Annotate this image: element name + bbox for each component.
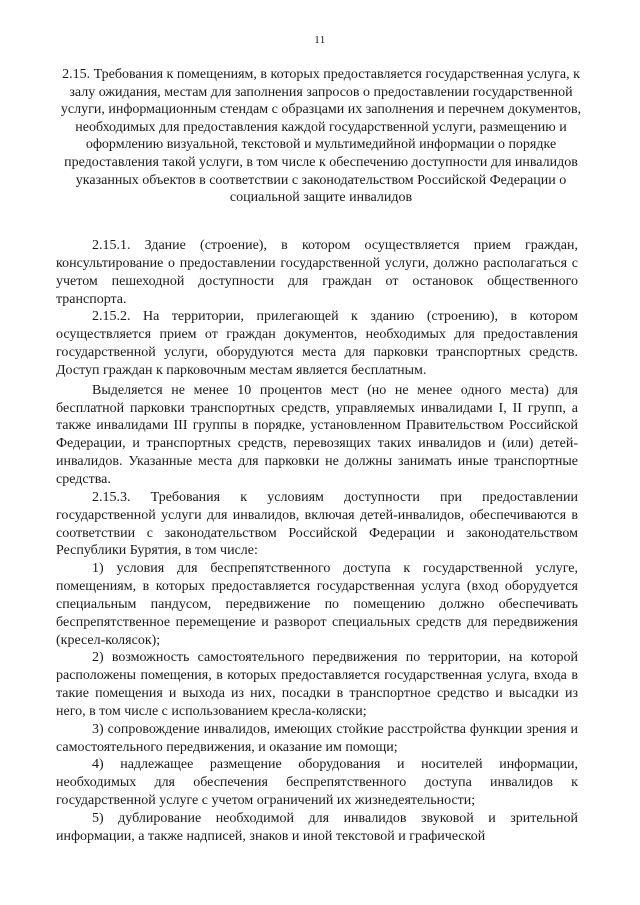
list-item-2: 2) возможность самостоятельного передвижения по территории, на которой расположены помещения, в которых предоставляется государственная услуга, входа в такие помещения и выхода из них, посадки в транспортное средство и высадки из него, в том числе с использованием кресла-коляски; (56, 650, 578, 719)
paragraph-2-15-2: 2.15.2. На территории, прилегающей к зданию (строению), в котором осуществляется прием от граждан документов, необходимых для предоставления государственной услуги, оборудуются места для парковки транспортных средств. Доступ граждан к парковочным местам является бесплатным. (56, 309, 578, 378)
paragraph-2-15-3: 2.15.3. Требования к условиям доступности при предоставлении государственной услуги для инвалидов, включая детей-инвалидов, обеспечиваются в соответствии с законодательством Российской Федерации и законодательством Республики Бурятия, в том числе: (56, 489, 578, 559)
list-item-3: 3) сопровождение инвалидов, имеющих стойкие расстройства функции зрения и самостоятельного передвижения, и оказание им помощи; (56, 721, 578, 755)
list-item-4: 4) надлежащее размещение оборудования и носителей информации, необходимых для обеспечения беспрепятственного доступа инвалидов к государственной услуге с учетом ограничений их жизнедеятельности; (56, 757, 578, 809)
list-item-1: 1) условия для беспрепятственного доступа к государственной услуге, помещениям, в которых предоставляется государственная услуга (вход оборудуется специальным пандусом, передвижение по помещению должно обеспечивать беспрепятственное перемещение и разворот специальных средств для передвижения (кресел-колясок); (56, 561, 578, 648)
list-item-5: 5) дублирование необходимой для инвалидов звуковой и зрительной информации, а также надписей, знаков и иной текстовой и графической (56, 811, 578, 844)
paragraph-parking-quota: Выделяется не менее 10 процентов мест (но не менее одного места) для бесплатной парковки транспортных средств, управляемых инвалидами I, II групп, а также инвалидами III группы в порядке, установленном Правительством Российской Федерации, и транспортных средств, перевозящих таких инвалидов и (или) детей-инвалидов. Указанные места для парковки не должны занимать иные транспортные средства. (56, 382, 578, 487)
paragraph-2-15-1: 2.15.1. Здание (строение), в котором осуществляется прием граждан, консультирование о предоставлении государственной услуги, должно располагаться с учетом пешеходной доступности для граждан от остановок общественного транспорта. (56, 238, 578, 307)
page-number: 11 (314, 34, 326, 46)
document-body (56, 237, 578, 846)
section-heading: 2.15. Требования к помещениям, в которых предоставляется государственная услуга, к залу ожидания, местам для заполнения запросов о предоставлении государственной услуги, информационным стендам с образцами их заполнения и перечнем документов, необходимых для предоставления каждой государственной услуги, размещению и оформлению визуальной, текстовой и мультимедийной информации о порядке предоставления такой услуги, в том числе к обеспечению доступности для инвалидов указанных объектов в соответствии с законодательством Российской Федерации о социальной защите инвалидов (60, 67, 582, 206)
